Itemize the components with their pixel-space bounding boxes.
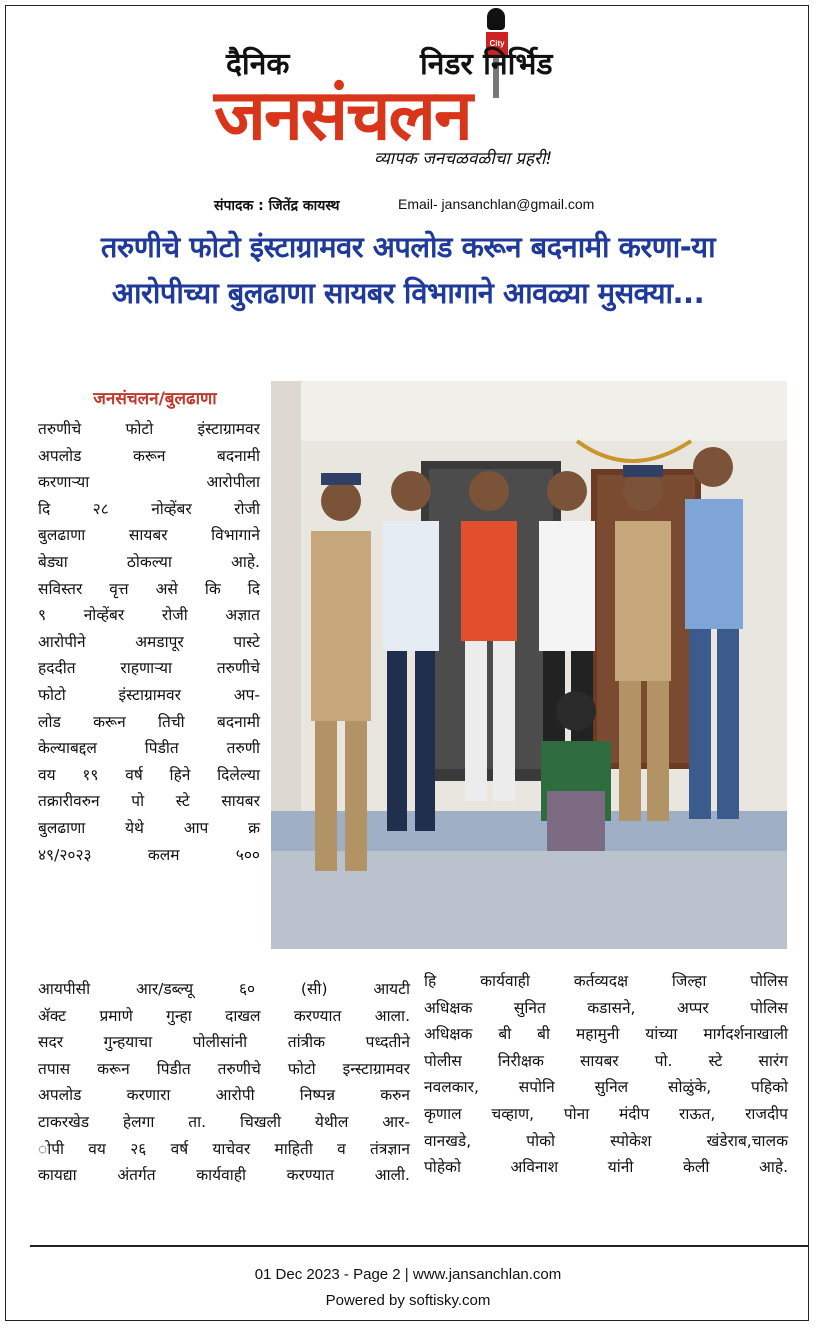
body-line: ोपी वय २६ वर्ष याचेवर माहिती व तंत्रज्ञान <box>38 1139 410 1158</box>
body-line: ॲक्ट प्रमाणे गुन्हा दाखल करण्यात आला. <box>38 1006 410 1025</box>
body-line: अपलोड करून बदनामी <box>38 446 260 465</box>
body-line: हि कार्यवाही कर्तव्यदक्ष जिल्हा पोलिस <box>424 972 788 990</box>
dateline: जनसंचलन/बुलढाणा <box>93 389 217 409</box>
headline-line-2: आरोपीच्या बुलढाणा सायबर विभागाने आवळ्या मुसक्या... <box>111 276 705 310</box>
body-line: फोटो इंस्टाग्रामवर अप- <box>38 685 260 704</box>
body-line: पोहेको अविनाश यांनी केली आहे. <box>424 1158 788 1177</box>
news-photo <box>271 381 787 949</box>
body-line: ४९/२०२३ कलम ५०० <box>38 845 260 864</box>
body-line: बेड्या ठोकल्या आहे. <box>38 552 260 571</box>
article-column-bottom-left <box>38 976 410 1189</box>
body-line: ९ नोव्हेंबर रोजी अज्ञात <box>38 606 260 625</box>
body-line: वानखडे, पोको स्पोकेश खंडेराब,चालक <box>424 1131 788 1150</box>
body-line: हददीत राहणाऱ्या तरुणीचे <box>38 659 260 678</box>
body-line: अपलोड करणारा आरोपी निष्पन्न करुन <box>38 1086 410 1105</box>
body-line: करणाऱ्या आरोपीला <box>38 473 260 492</box>
footer-date-page: 01 Dec 2023 - Page 2 | www.jansanchlan.com <box>254 1266 562 1283</box>
body-line: सदर गुन्हयाचा पोलीसांनी तांत्रीक पध्दतीने <box>38 1033 410 1052</box>
city-badge: City <box>486 32 508 56</box>
body-line: बुलढाणा सायबर विभागाने <box>38 526 260 545</box>
editor-credit: संपादक : जितेंद्र कायस्थ <box>214 198 340 214</box>
body-line: अधिक्षक बी बी महामुनी यांच्या मार्गदर्शनाखाली <box>424 1025 788 1044</box>
body-line: नवलकार, सपोनि सुनिल सोळुंके, पहिको <box>424 1078 788 1097</box>
article-headline <box>30 224 786 316</box>
body-line: बुलढाणा येथे आप क्र <box>38 818 260 837</box>
article-column-left <box>38 416 260 868</box>
body-line: कृणाल चव्हाण, पोना मंदीप राऊत, राजदीप <box>424 1104 788 1123</box>
body-line: सविस्तर वृत्त असे कि दि <box>38 579 260 598</box>
body-line: तरुणीचे फोटो इंस्टाग्रामवर <box>38 420 260 438</box>
body-line: केल्याबद्दल पिडीत तरुणी <box>38 739 260 758</box>
masthead-email: Email- jansanchlan@gmail.com <box>398 196 595 212</box>
body-line: लोड करून तिची बदनामी <box>38 712 260 731</box>
body-line: पोलीस निरीक्षक सायबर पो. स्टे सारंग <box>424 1051 788 1070</box>
body-line: वय १९ वर्ष हिने दिलेल्या <box>38 765 260 784</box>
body-line: तपास करून पिडीत तरुणीचे फोटो इन्स्टाग्रामवर <box>38 1059 410 1078</box>
masthead-title: जनसंचलन <box>214 74 471 156</box>
body-line: अधिक्षक सुनित कडासने, अप्पर पोलिस <box>424 998 788 1017</box>
masthead-tagline: व्यापक जनचळवळीचा प्रहरी! <box>374 149 553 169</box>
body-line: तक्रारीवरुन पो स्टे सायबर <box>38 792 260 811</box>
body-line: टाकरखेड हेलगा ता. चिखली येथील आर- <box>38 1112 410 1131</box>
body-line: दि २८ नोव्हेंबर रोजी <box>38 499 260 518</box>
body-line: आयपीसी आर/डब्ल्यू ६० (सी) आयटी <box>38 980 410 998</box>
footer-powered-by: Powered by softisky.com <box>325 1292 491 1309</box>
body-line: आरोपीने अमडापूर पास्टे <box>38 632 260 651</box>
article-column-bottom-right <box>424 968 788 1181</box>
masthead-nidar-nirbhid: निडर निर्भिड <box>420 47 553 82</box>
body-line: कायद्या अंतर्गत कार्यवाही करण्यात आली. <box>38 1166 410 1185</box>
headline-line-1: तरुणीचे फोटो इंस्टाग्रामवर अपलोड करून बदनामी करणा-या <box>100 230 716 264</box>
masthead-dainik: दैनिक <box>226 47 290 82</box>
footer-divider <box>30 1245 808 1247</box>
